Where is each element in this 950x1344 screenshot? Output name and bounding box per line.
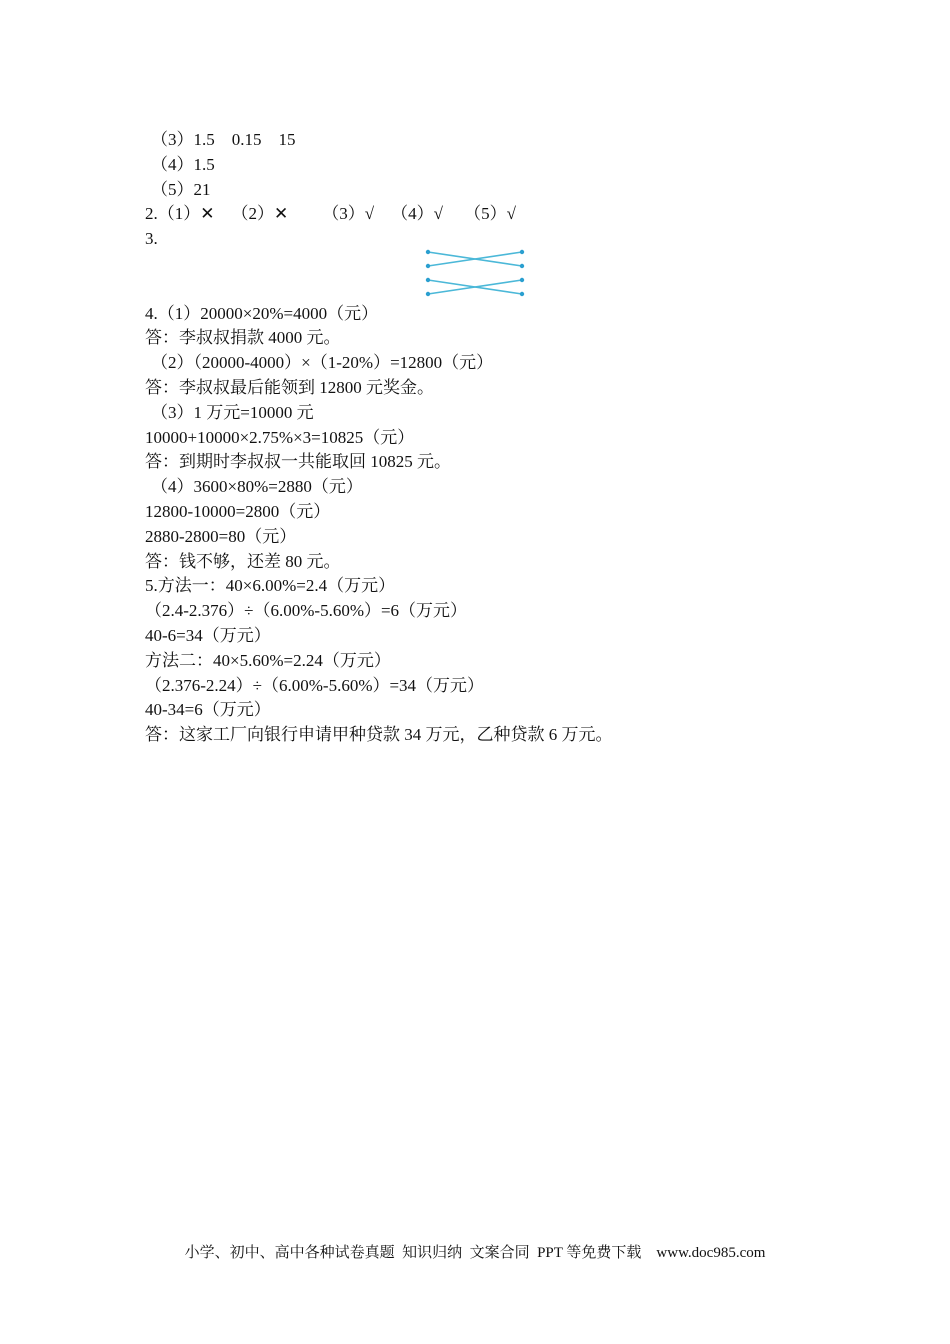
match-dot-right-4 <box>520 292 524 296</box>
answer-1-3: （3）1.5 0.15 15 <box>151 130 296 149</box>
match-dot-right-2 <box>520 264 524 268</box>
answer-4-3-calc: 10000+10000×2.75%×3=10825（元） <box>145 427 415 447</box>
match-dot-right-3 <box>520 278 524 282</box>
answer-4-3: （3）1 万元=10000 元 <box>151 402 314 422</box>
answer-4-1-conclusion: 答：李叔叔捐款 4000 元。 <box>145 328 341 348</box>
answer-1-4: （4）1.5 <box>151 154 215 174</box>
answer-4-4-calc-2: 2880-2800=80（元） <box>145 526 297 546</box>
answer-5-method-2-calc-1: （2.376-2.24）÷（6.00%-5.60%）=34（万元） <box>145 675 485 695</box>
match-dot-right-1 <box>520 250 524 254</box>
answer-5-method-1: 5.方法一：40×6.00%=2.4（万元） <box>145 576 396 596</box>
matching-lines-diagram <box>422 247 528 299</box>
answer-5-conclusion: 答：这家工厂向银行申请甲种贷款 34 万元，乙种贷款 6 万元。 <box>145 725 613 745</box>
answer-1-5: （5）21 <box>151 179 211 199</box>
answer-4-2-conclusion: 答：李叔叔最后能领到 12800 元奖金。 <box>145 377 434 397</box>
answer-5-method-1-calc-1: （2.4-2.376）÷（6.00%-5.60%）=6（万元） <box>145 601 468 621</box>
answer-content <box>145 128 845 748</box>
answer-3-label: 3. <box>145 229 158 249</box>
match-dot-left-3 <box>426 278 430 282</box>
match-dot-left-2 <box>426 264 430 268</box>
answer-5-method-1-calc-2: 40-6=34（万元） <box>145 625 271 645</box>
match-dot-left-4 <box>426 292 430 296</box>
page-footer: 小学、初中、高中各种试卷真题 知识归纳 文案合同 PPT 等免费下载 www.doc985.com <box>184 1245 766 1261</box>
answer-5-method-2-calc-2: 40-34=6（万元） <box>145 700 271 720</box>
answer-4-4-conclusion: 答：钱不够，还差 80 元。 <box>145 551 341 571</box>
answer-4-3-conclusion: 答：到期时李叔叔一共能取回 10825 元。 <box>145 452 451 472</box>
answer-4-2: （2）（20000-4000）×（1-20%）=12800（元） <box>151 353 494 373</box>
answer-2: 2.（1）✕ （2）✕ （3）√ （4）√ （5）√ <box>145 204 516 224</box>
answer-4-4: （4）3600×80%=2880（元） <box>151 477 363 497</box>
answer-5-method-2: 方法二：40×5.60%=2.24（万元） <box>145 650 391 670</box>
answer-4-4-calc-1: 12800-10000=2800（元） <box>145 501 331 521</box>
answer-4-1: 4.（1）20000×20%=4000（元） <box>145 303 379 323</box>
match-dot-left-1 <box>426 250 430 254</box>
